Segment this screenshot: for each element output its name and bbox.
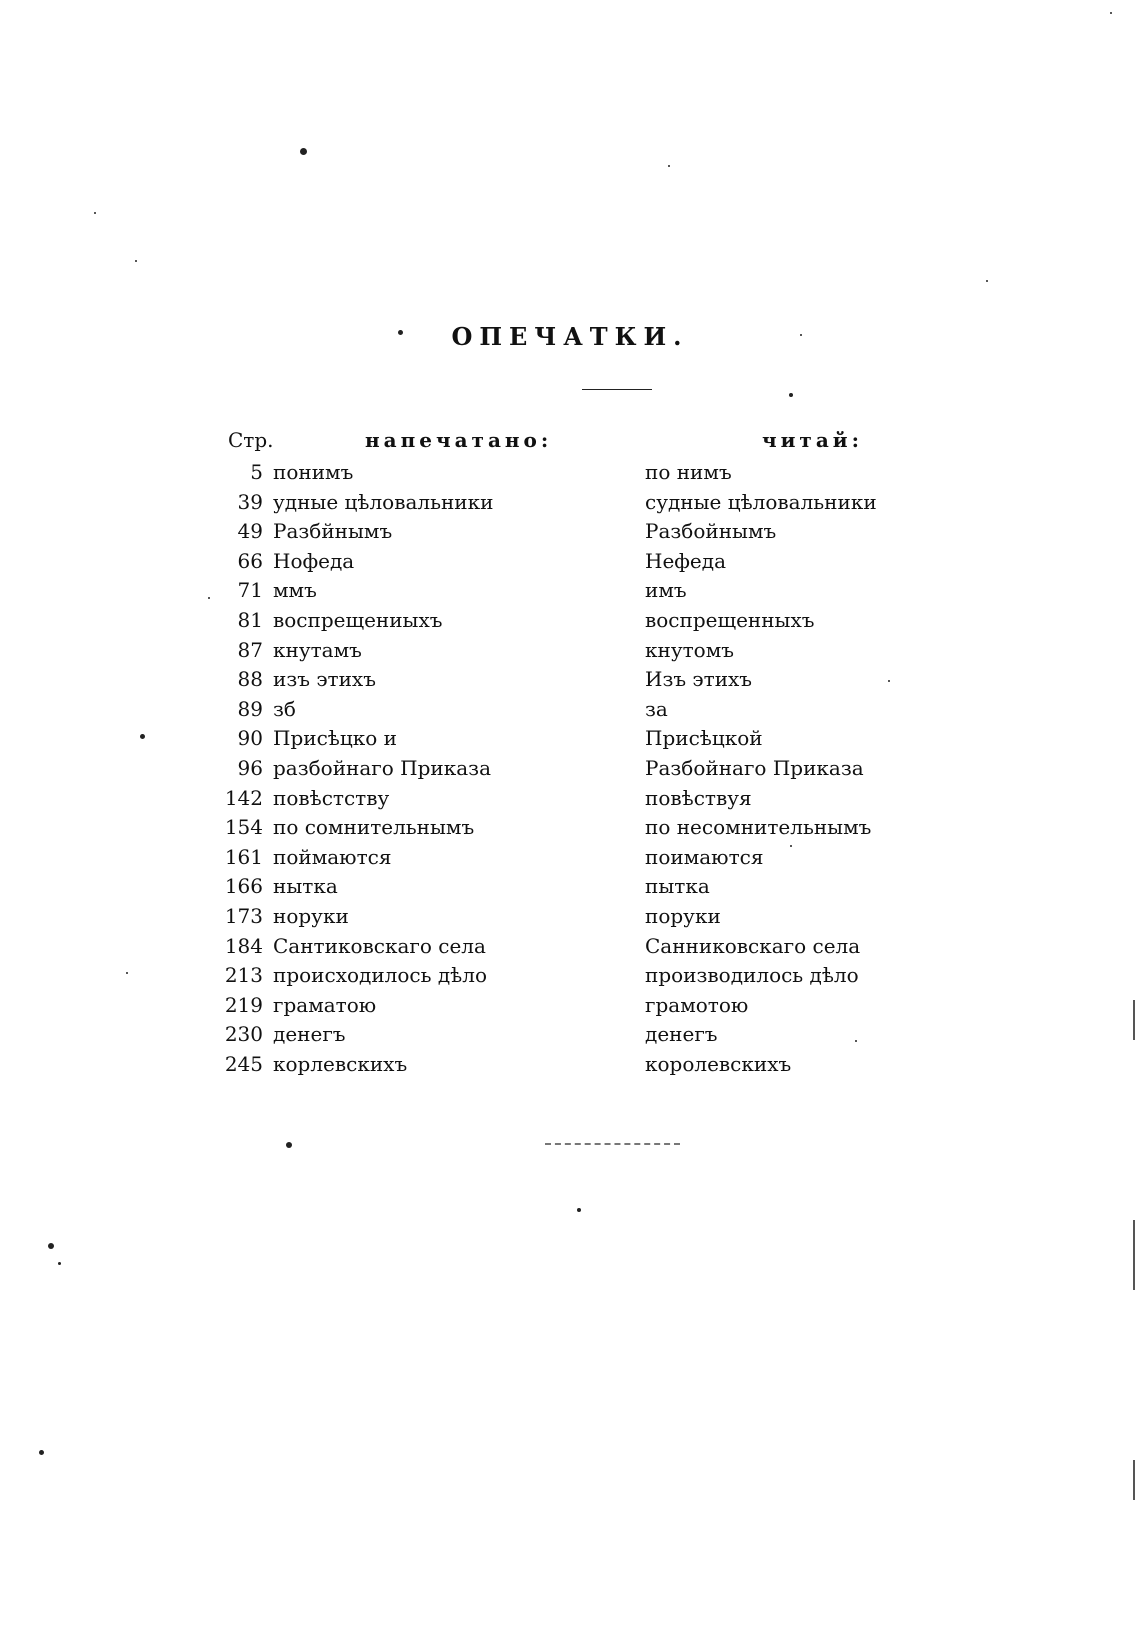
errata-printed-text: денегъ [273,1022,346,1047]
scan-speck [790,845,792,847]
errata-page-number: 88 [237,667,263,692]
errata-corrected-text: Санниковскаго села [645,933,861,958]
errata-printed-text: Нофеда [273,548,355,573]
errata-row [220,517,900,547]
scan-edge-line [1133,1460,1135,1500]
errata-row [220,547,900,577]
errata-row [220,576,900,606]
errata-corrected-text: королевскихъ [645,1051,792,1076]
scan-edge-line [1133,1000,1135,1040]
errata-corrected-text: воспрещенныхъ [645,607,815,632]
errata-printed-text: происходилось дѣло [273,963,487,988]
errata-corrected-text: по нимъ [645,460,732,484]
errata-printed-text: изъ этихъ [273,667,376,692]
scan-speck [577,1208,581,1212]
errata-corrected-text: грамотою [645,992,749,1017]
errata-printed-text: удные цѣловальники [273,489,494,514]
errata-corrected-text: повѣствуя [645,785,752,810]
errata-printed-text: граматою [273,992,377,1017]
errata-page-number: 96 [237,755,263,780]
scan-speck [58,1262,61,1265]
errata-printed-text: поймаются [273,844,392,869]
scan-speck [208,597,210,599]
scan-speck [135,260,137,262]
scan-speck [668,165,670,167]
errata-row [220,1050,900,1080]
errata-header [220,428,900,458]
errata-corrected-text: по несомнительнымъ [645,815,872,840]
errata-page-number: 184 [224,933,263,958]
errata-corrected-text: пытка [645,874,710,899]
column-header-printed: напечатано: [365,428,553,452]
scan-speck [300,148,307,155]
scan-speck [140,734,145,739]
title-divider [582,389,652,390]
errata-page-number: 213 [224,963,263,988]
errata-row [220,488,900,518]
errata-page-number: 81 [237,607,263,632]
errata-corrected-text: Присѣцкой [645,726,763,751]
errata-row [220,961,900,991]
errata-page-number: 245 [224,1051,263,1076]
errata-row [220,1020,900,1050]
errata-row [220,665,900,695]
errata-page-number: 166 [224,874,263,899]
column-header-read: читай: [761,428,863,452]
scan-speck [986,280,988,282]
errata-page-number: 142 [224,785,263,810]
errata-page-number: 154 [224,815,263,840]
errata-page-number: 71 [237,578,263,603]
errata-corrected-text: Разбойнаго Приказа [645,755,864,780]
errata-row [220,991,900,1021]
errata-page-number: 39 [237,489,263,514]
errata-corrected-text: денегъ [645,1022,718,1047]
errata-corrected-text: Нефеда [645,548,727,573]
errata-printed-text: корлевскихъ [273,1051,408,1076]
errata-corrected-text: поимаются [645,844,764,869]
errata-page-number: 219 [224,992,263,1017]
errata-page-number: 230 [224,1022,263,1047]
errata-printed-text: Сантиковскаго села [273,933,486,958]
scan-speck [1110,12,1112,14]
errata-row [220,784,900,814]
errata-page-number: 66 [237,548,263,573]
errata-row [220,813,900,843]
errata-rows [220,458,900,1079]
errata-printed-text: зб [273,696,296,721]
errata-row [220,636,900,666]
errata-row [220,902,900,932]
errata-printed-text: разбойнаго Приказа [273,755,492,780]
scan-speck [398,330,403,335]
errata-corrected-text: имъ [645,578,687,603]
errata-page-number: 90 [237,726,263,751]
errata-printed-text: Разбйнымъ [273,519,393,544]
scan-speck [855,1040,857,1042]
scan-speck [789,393,793,397]
errata-printed-text: нытка [273,874,338,899]
scan-speck [48,1243,54,1249]
errata-printed-text: Присѣцко и [273,726,397,751]
errata-row [220,724,900,754]
scan-speck [888,680,890,682]
errata-row [220,458,900,488]
errata-corrected-text: производилось дѣло [645,963,859,988]
errata-row [220,754,900,784]
errata-row [220,932,900,962]
errata-row [220,606,900,636]
errata-page-number: 49 [237,519,263,544]
end-ornament [545,1143,680,1145]
errata-corrected-text: за [645,696,668,721]
errata-page-number: 89 [237,696,263,721]
errata-corrected-text: судные цѣловальники [645,489,877,514]
errata-page-number: 87 [237,637,263,662]
scan-speck [800,334,802,336]
errata-corrected-text: поруки [645,903,721,928]
errata-corrected-text: Разбойнымъ [645,519,777,544]
errata-table [220,428,900,1079]
scan-edge-line [1133,1220,1135,1290]
errata-printed-text: по сомнительнымъ [273,815,475,840]
errata-printed-text: повѣстству [273,785,390,810]
errata-printed-text: норуки [273,903,349,928]
column-header-page: Стр. [228,428,274,452]
errata-printed-text: кнутамъ [273,637,362,662]
errata-corrected-text: Изъ этихъ [645,667,753,692]
errata-row [220,872,900,902]
errata-row [220,695,900,725]
errata-page-number: 173 [224,903,263,928]
errata-page-number: 161 [224,844,263,869]
errata-printed-text: воспрещениыхъ [273,607,443,632]
scan-speck [39,1450,44,1455]
scan-speck [94,212,96,214]
errata-row [220,843,900,873]
scan-speck [286,1142,292,1148]
page-title: ОПЕЧАТКИ. [451,322,689,351]
scan-speck [126,972,128,974]
errata-corrected-text: кнутомъ [645,637,734,662]
errata-page-number: 5 [250,460,263,484]
errata-printed-text: понимъ [273,460,354,484]
errata-printed-text: ммъ [273,578,317,603]
